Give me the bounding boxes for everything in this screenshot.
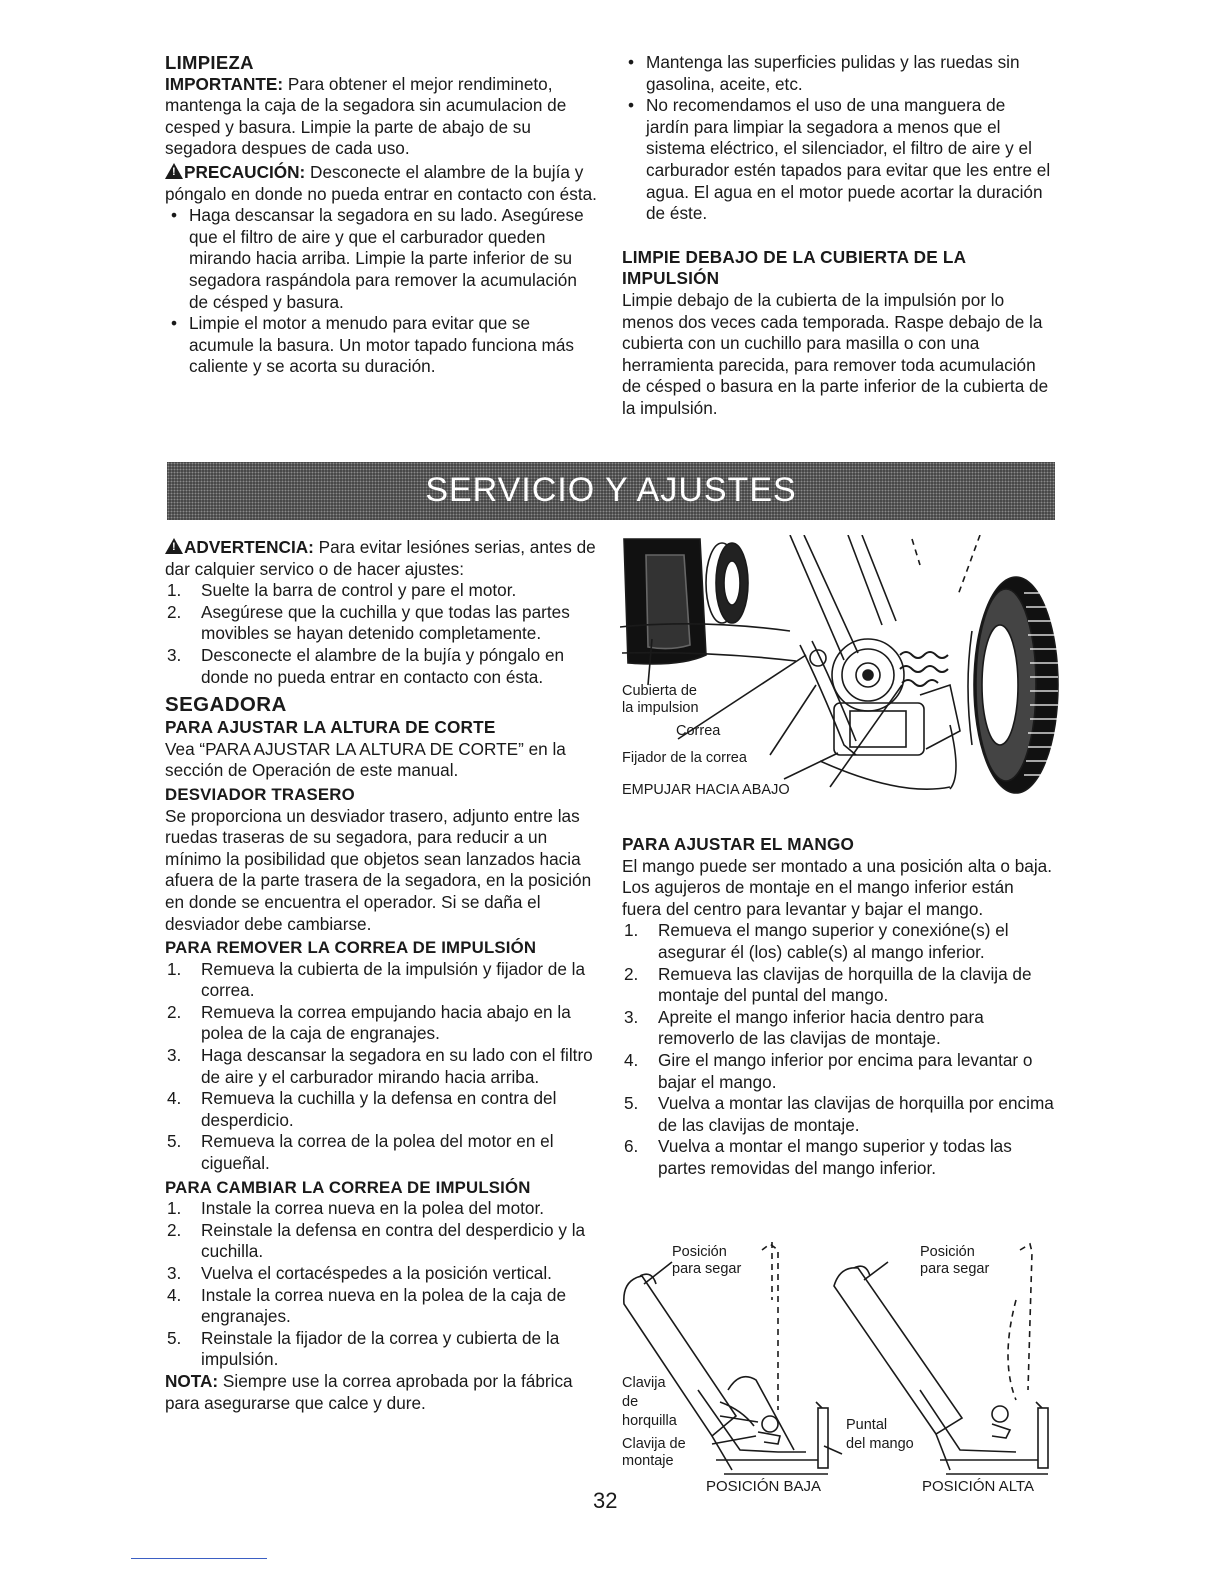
- segadora-title: SEGADORA: [165, 693, 287, 717]
- mango-text: El mango puede ser montado a una posición alta o baja. Los agujeros de montaje en el mango inferior están fuera del centro para levantar y bajar el mango.: [622, 855, 1052, 919]
- limpieza-bullets: [165, 205, 597, 378]
- label-cubierta: Cubierta de la impulsion: [622, 683, 699, 716]
- list-item: 1. Remueva el mango superior y conexióne(s) el asegurar él (los) cable(s) al mango inferior.: [624, 920, 1009, 962]
- banner-title: SERVICIO Y AJUSTES: [425, 471, 797, 509]
- warning-triangle-icon: [165, 163, 183, 179]
- warning-paragraph: [165, 537, 597, 580]
- handle-position-illustration: [620, 1240, 1060, 1500]
- right-top-bullets: [622, 52, 1052, 225]
- limpieza-title: LIMPIEZA: [165, 52, 254, 73]
- list-item: • Haga descansar la segadora en su lado. Asegúrese que el filtro de aire y que el carburador queden mirando hacia arriba. Limpie la parte inferior de su segadora raspándola para remover la acumulación de césped y basura.: [165, 205, 597, 313]
- page-number: 32: [593, 1488, 618, 1513]
- list-item: • No recomendamos el uso de una manguera de jardín para limpiar la segadora a menos que el sistema eléctrico, el silenciador, el filtro de aire y el carburador estén tapados para evitar que les entre el agua. El agua en el motor puede acortar la duración de éste.: [622, 95, 1052, 225]
- caution-text: Desconecte el alambre de la bujía y póngalo en donde no pueda entrar en contacto con ésta.: [165, 161, 597, 204]
- list-item: 4. Remueva la cuchilla y la defensa en contra del desperdicio.: [167, 1088, 557, 1130]
- label-posicion-der: Posición para segar: [920, 1244, 990, 1277]
- list-item: • Limpie el motor a menudo para evitar que se acumule la basura. Un motor tapado funciona más caliente y se acorta su duración.: [165, 313, 597, 378]
- warning-triangle-icon: [165, 538, 183, 554]
- label-clavija-horquilla: Clavija de horquilla: [622, 1375, 677, 1429]
- list-item: 2. Asegúrese que la cuchilla y que todas las partes movibles se hayan detenido completamente.: [167, 601, 570, 644]
- warning-text: Para evitar lesiónes serias, antes de dar calquier servico o de hacer ajustes:: [165, 537, 596, 579]
- list-item: 1. Instale la correa nueva en la polea del motor.: [167, 1198, 545, 1219]
- caution-label: PRECAUCIÓN:: [184, 161, 306, 182]
- warning-steps: [165, 580, 597, 688]
- label-fijador: Fijador de la correa: [622, 750, 747, 766]
- warning-label: ADVERTENCIA:: [184, 537, 314, 557]
- altura-title: PARA AJUSTAR LA ALTURA DE CORTE: [165, 717, 496, 738]
- list-item: 3. Haga descansar la segadora en su lado con el filtro de aire y el carburador mirando hacia arriba.: [167, 1045, 593, 1087]
- list-item: • Mantenga las superficies pulidas y las ruedas sin gasolina, aceite, etc.: [622, 52, 1052, 95]
- list-item: 3. Desconecte el alambre de la bujía y póngalo en donde no pueda entrar en contacto con ésta.: [167, 644, 565, 687]
- remover-title: PARA REMOVER LA CORREA DE IMPULSIÓN: [165, 938, 537, 958]
- handle-position-figure: [620, 1240, 1060, 1500]
- important-text: Para obtener el mejor rendimineto, mantenga la caja de la segadora sin acumulacion de cesped y basura. Limpie la parte de abajo de su segadora despues de cada uso.: [165, 73, 567, 159]
- deck-title: LIMPIE DEBAJO DE LA CUBIERTA DE LA IMPULSIÓN: [622, 246, 966, 289]
- left-bottom-section: [165, 537, 597, 1414]
- list-item: 2. Remueva la correa empujando hacia abajo en la polea de la caja de engranajes.: [167, 1001, 571, 1044]
- list-item: 6. Vuelva a montar el mango superior y todas las partes removidas del mango inferior.: [624, 1136, 1012, 1178]
- label-correa: Correa: [676, 723, 721, 739]
- list-item: 5. Remueva la correa de la polea del motor en el cigueñal.: [167, 1131, 554, 1174]
- desviador-title: DESVIADOR TRASERO: [165, 784, 355, 804]
- deck-text: Limpie debajo de la cubierta de la impulsión por lo menos dos veces cada temporada. Raspe debajo de la cubierta con un cuchillo para masilla o con una herramienta parecida, para remover toda acumulación de césped o basura en la parte inferior de la cubierta de la impulsión.: [622, 289, 1049, 418]
- remover-steps: [165, 959, 597, 1175]
- drive-belt-figure: [620, 535, 1060, 805]
- cambiar-steps: [165, 1198, 597, 1371]
- nota-label: NOTA:: [165, 1370, 219, 1391]
- limpieza-important: [165, 74, 597, 160]
- altura-text: Vea “PARA AJUSTAR LA ALTURA DE CORTE” en la sección de Operación de este manual.: [165, 738, 566, 781]
- label-puntal: Puntal del mango: [846, 1417, 914, 1452]
- label-empujar: EMPUJAR HACIA ABAJO: [622, 782, 790, 798]
- list-item: 5. Vuelva a montar las clavijas de horquilla por encima de las clavijas de montaje.: [624, 1093, 1054, 1135]
- list-item: 2. Reinstale la defensa en contra del desperdicio y la cuchilla.: [167, 1219, 586, 1262]
- label-posicion-izq: Posición para segar: [672, 1244, 742, 1277]
- list-item: 1. Suelte la barra de control y pare el motor.: [167, 580, 517, 601]
- limpieza-caution: [165, 162, 597, 205]
- nota-text: Siempre use la correa aprobada por la fábrica para asegurarse que calce y dure.: [165, 1370, 573, 1413]
- desviador-text: Se proporciona un desviador trasero, adjunto entre las ruedas traseras de su segadora, para reducir a un mínimo la posibilidad que objetos sean lanzados hacia afuera de la parte trasera de la segadora, en la posición en donde se encuentra el operador. Si se daña el desviador debe cambiarse.: [165, 805, 592, 934]
- right-top-section: [622, 52, 1052, 420]
- limpieza-section: [165, 52, 597, 378]
- caption-posicion-baja: POSICIÓN BAJA: [706, 1478, 822, 1495]
- list-item: 5. Reinstale la fijador de la correa y cubierta de la impulsión.: [167, 1327, 560, 1370]
- cambiar-title: PARA CAMBIAR LA CORREA DE IMPULSIÓN: [165, 1177, 531, 1197]
- list-item: 1. Remueva la cubierta de la impulsión y fijador de la correa.: [167, 958, 586, 1001]
- mango-section: [622, 834, 1054, 1180]
- mango-title: PARA AJUSTAR EL MANGO: [622, 834, 855, 854]
- important-label: IMPORTANTE:: [165, 73, 284, 94]
- list-item: 2. Remueva las clavijas de horquilla de la clavija de montaje del puntal del mango.: [624, 963, 1032, 1006]
- label-clavija-montaje: Clavija de montaje: [622, 1436, 686, 1469]
- list-item: 3. Apreite el mango inferior hacia dentro para removerlo de las clavijas de montaje.: [624, 1006, 984, 1049]
- caption-posicion-alta: POSICIÓN ALTA: [922, 1478, 1034, 1495]
- list-item: 4. Instale la correa nueva en la polea de la caja de engranajes.: [167, 1284, 567, 1327]
- list-item: 4. Gire el mango inferior por encima para levantar o bajar el mango.: [624, 1049, 1033, 1092]
- nota-paragraph: [165, 1371, 597, 1414]
- mango-steps: [622, 920, 1054, 1179]
- section-banner: [167, 462, 1055, 520]
- footer-divider: [131, 1558, 267, 1559]
- list-item: 3. Vuelva el cortacéspedes a la posición vertical.: [167, 1263, 552, 1283]
